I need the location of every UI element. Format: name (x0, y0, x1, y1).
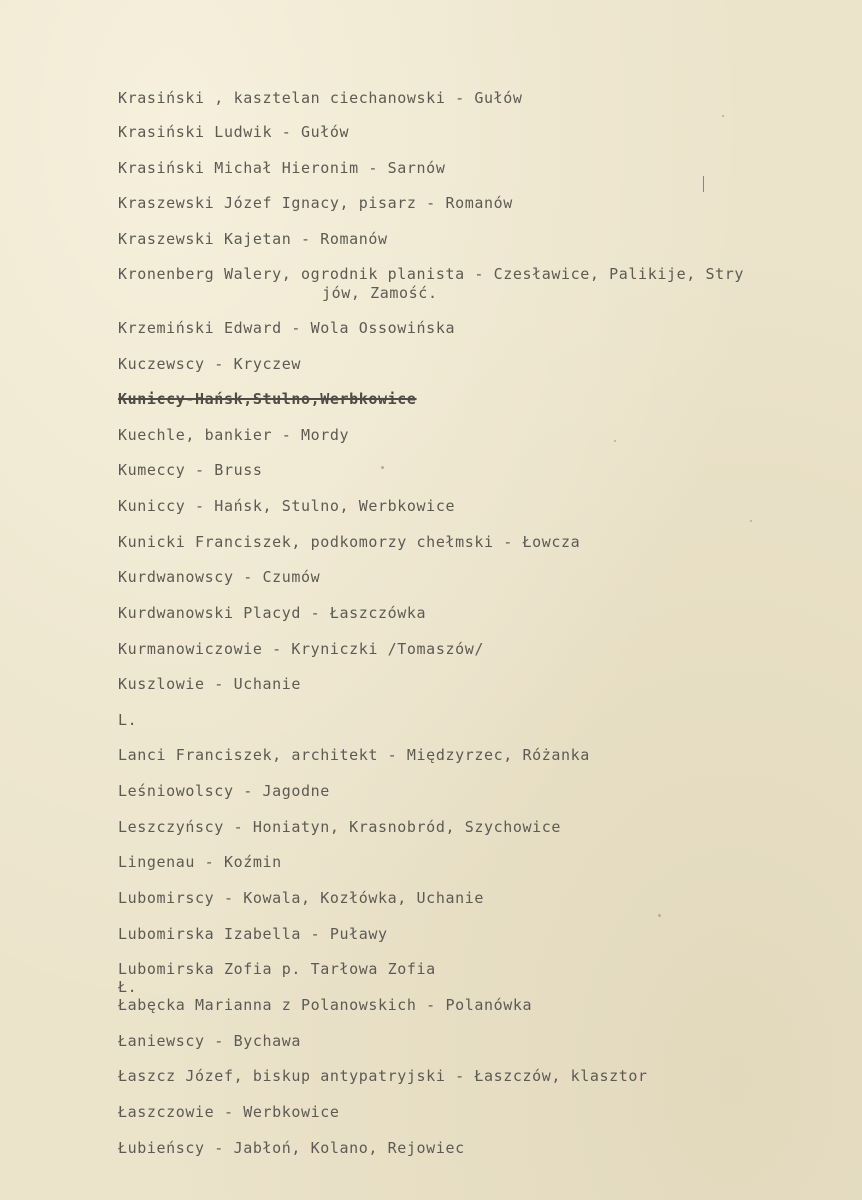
paper-speck (658, 914, 661, 917)
entry-krzeminski-edward: Krzemiński Edward - Wola Ossowińska (118, 319, 456, 337)
entry-lubomirska-izabella: Lubomirska Izabella - Puławy (118, 925, 388, 943)
entry-krasinski-kasztelan: Krasiński , kasztelan ciechanowski - Gułów (118, 89, 523, 107)
entry-kronenberg-walery: Kronenberg Walery, ogrodnik planista - Czesławice, Palikije, Stry (118, 265, 744, 283)
entry-lingenau: Lingenau - Koźmin (118, 853, 282, 871)
entry-kurmanowiczowie: Kurmanowiczowie - Kryniczki /Tomaszów/ (118, 640, 484, 658)
entry-kuszlowie: Kuszlowie - Uchanie (118, 675, 301, 693)
entry-lesniowolscy: Leśniowolscy - Jagodne (118, 782, 330, 800)
entry-laniewscy: Łaniewscy - Bychawa (118, 1032, 301, 1050)
entry-lubomirscy: Lubomirscy - Kowala, Kozłówka, Uchanie (118, 889, 484, 907)
entry-kraszewski-kajetan: Kraszewski Kajetan - Romanów (118, 230, 388, 248)
struck-through-entry: Kuniccy-Hańsk,Stulno,Werbkowice (118, 390, 417, 408)
entry-laszcz-jozef: Łaszcz Józef, biskup antypatryjski - Łaszczów, klasztor (118, 1067, 648, 1085)
entry-kurdwanowscy: Kurdwanowscy - Czumów (118, 568, 321, 586)
entry-kumeccy: Kumeccy - Bruss (118, 461, 263, 479)
entry-kurdwanowski-placyd: Kurdwanowski Placyd - Łaszczówka (118, 604, 427, 622)
paper-speck (381, 466, 384, 469)
entry-krasinski-ludwik: Krasiński Ludwik - Gułów (118, 123, 350, 141)
section-letter-l: L. (118, 711, 138, 729)
entry-lubienscy: Łubieńscy - Jabłoń, Kolano, Rejowiec (118, 1139, 465, 1157)
entry-leszczynscy: Leszczyńscy - Honiatyn, Krasnobród, Szychowice (118, 818, 562, 836)
entry-kuechle: Kuechle, bankier - Mordy (118, 426, 350, 444)
paper-speck (722, 115, 724, 117)
entry-kuczewscy: Kuczewscy - Kryczew (118, 355, 301, 373)
entry-kunicki-franciszek: Kunicki Franciszek, podkomorzy chełmski - Łowcza (118, 533, 581, 551)
section-letter-l-stroke: Ł. (118, 978, 138, 996)
entry-laszczowie: Łaszczowie - Werbkowice (118, 1103, 340, 1121)
entry-krasinski-michal: Krasiński Michał Hieronim - Sarnów (118, 159, 446, 177)
paper-mark (703, 176, 704, 192)
paper-speck (750, 520, 752, 522)
entry-labecka-marianna: Łabęcka Marianna z Polanowskich - Polanówka (118, 996, 533, 1014)
entry-kuniccy: Kuniccy - Hańsk, Stulno, Werbkowice (118, 497, 456, 515)
entry-kraszewski-jozef: Kraszewski Józef Ignacy, pisarz - Romanów (118, 194, 513, 212)
entry-kronenberg-continuation: jów, Zamość. (322, 284, 438, 302)
entry-lanci-franciszek: Lanci Franciszek, architekt - Międzyrzec, Różanka (118, 746, 590, 764)
paper-speck (614, 440, 616, 442)
entry-lubomirska-zofia: Lubomirska Zofia p. Tarłowa Zofia (118, 960, 436, 978)
